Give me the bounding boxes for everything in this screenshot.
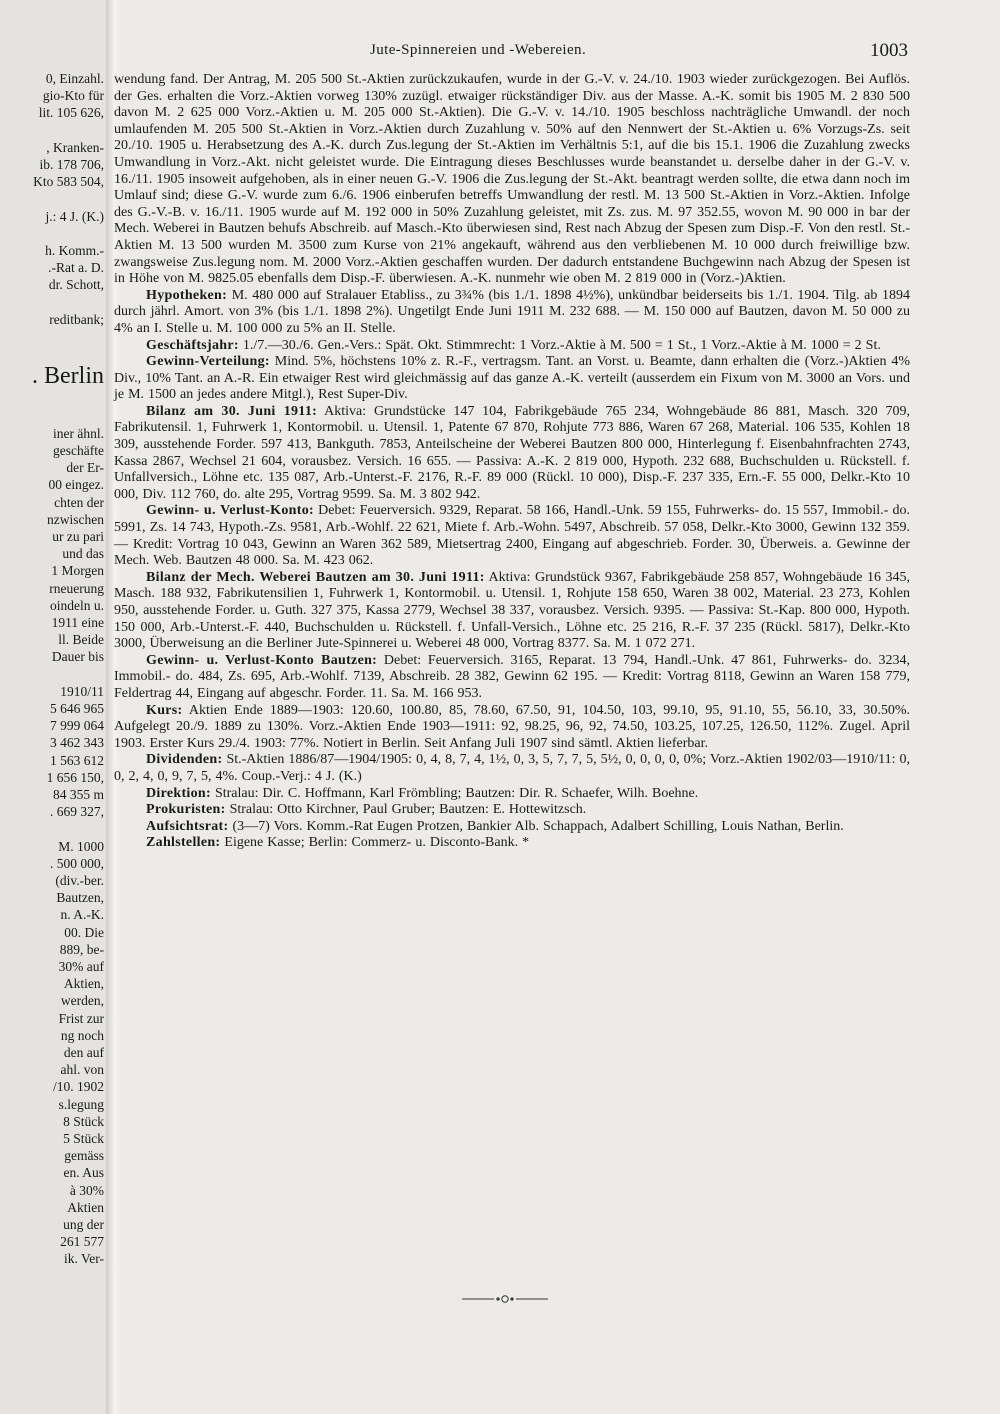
section-paragraph: [114, 802, 910, 819]
left-page-fragment: ib. 178 706,: [39, 157, 104, 172]
section-paragraph: [114, 503, 910, 569]
left-page-fragment: Kto 583 504,: [33, 174, 104, 190]
left-page-fragment: j.: 4 J. (K.): [45, 208, 104, 224]
left-page-fragment: /10. 1902: [52, 1079, 104, 1095]
left-page-fragment: s.legung: [58, 1096, 104, 1112]
left-page-fragment: den auf: [63, 1045, 104, 1060]
running-title: Jute-Spinnereien und -Webereien.: [370, 42, 587, 58]
section-label: Direktion:: [146, 785, 211, 801]
section-text: wendung fand. Der Antrag, M. 205 500 St.-Aktien zurückzukaufen, wurde in der G.-V. v. 24./10. 1903 wieder zurückgezogen. Bei Auflös. der Ges. erhalten die Vorz.-Aktien vorweg 130% zuzügl. etwaiger rückständiger Div. aus der Masse. A.-K. somit bis 1905 M. 2 830 500 davon M. 2 625 000 Vorz.-Aktien u. M. 205 000 St.-Aktien). Die G.-V. v. 14./10. 1905 beschloss nachträgliche Umwandl. der noch umlaufenden M. 205 500 St.-Aktien in Vorz.-Aktien durch Zuzahlung v. 50% auf den Nennwert der St.-Aktien u. 6% Vorzugs-Zs. seit 20./10. 1905 u. Herabsetzung des A.-K. durch Zus.legung der St.-Aktien im Verhältnis 5:1, auf die bis 15.1. 1906 die Zuzahlung zwecks Umwandlung in Vorz.-Akt. nicht geleistet wurde. Die Eintragung dieses Beschlusses wurde beanstandet u. derselbe daher in der G.-V. v. 16./11. 1905 insoweit aufgehoben, als in einer neuen G.-V. 1906 die Zus.legung der St.-Akt. beantragt werden sollte, die etwa dann noch im Umlauf sind; diese G.-V. wurde zum 6./6. 1906 einberufen betreffs Umwandlung der restl. M. 13 500 St.-Aktien in Vorz.-Aktien. Infolge des G.-V.-B. v. 16./11. 1905 wurde auf M. 192 000 in 50% Zuzahlung geleistet, mit Zs. zus. M. 97 352.55, wovon M. 90 000 in bar der Mech. Weberei in Bautzen behufs Abschreib. auf Masch.-Kto überwiesen sind, Rest nach Abzug der Spesen zum Disp.-F. Von den restl. St.-Aktien M. 13 500 wurden M. 3500 zum Kurse von 21% angekauft, während aus den verbliebenen M. 10 000 durch freiwillige bzw. zwangsweise Zus.legung nom. M. 2000 Vorz.-Aktien geschaffen wurden. Der dadurch entstandene Buchgewinn nach Abzug der Spesen ist in Höhe von M. 9825.05 ebenfalls dem Disp.-F. überwiesen. A.-K. nunmehr wie oben M. 2 819 000 in (Vorz.-)Aktien.: [114, 72, 910, 287]
left-page-fragment: Bautzen,: [56, 890, 104, 906]
section-paragraph: [114, 835, 910, 852]
left-page-fragment: lit. 105 626,: [38, 105, 104, 121]
left-page-fragment: 3 462 343: [50, 735, 104, 751]
left-page-fragment: 1 656 150,: [46, 769, 104, 785]
left-page-fragment: 261 577: [60, 1234, 104, 1250]
page-header: [120, 40, 920, 66]
left-page-fragment: ng noch: [60, 1027, 104, 1043]
left-page-fragment: 1910/11: [60, 683, 104, 699]
section-text: Stralau: Dir. C. Hoffmann, Karl Frömbling; Bautzen: Dir. R. Schaefer, Wilh. Boehne.: [214, 785, 699, 801]
left-page-fragment: ahl. von: [60, 1062, 104, 1078]
section-text: Debet: Feuerversich. 3165, Reparat. 13 794, Handl.-Unk. 47 861, Fuhrwerks- do. 3234, Immobil.- do. 484, Zs. 695, Arb.-Wohlf. 7139, Abschreib. 28 382, Gewinn 62 195. — Kredit: Vortrag 8118, Gewinn an Waren 158 779, Feldertrag 44, Eingang auf abgeschr. Forder. 11. Sa. M. 166 953.: [114, 652, 910, 701]
section-text: M. 480 000 auf Stralauer Etabliss., zu 3¾% (bis 1./1. 1898 4½%), unkündbar beiderseits bis 1./1. 1904. Tilg. ab 1894 durch jährl. Amort. von 3% (bis 1./1. 1898 2%). Ungetilgt Ende Juni 1911 M. 232 688. — M. 150 000 auf Bautzen, davon M. 50 000 zu 4% an I. Stelle u. M. 100 000 zu 5% an II. Stelle.: [114, 287, 910, 336]
section-label: Bilanz am 30. Juni 1911:: [146, 403, 318, 419]
section-paragraph: [114, 752, 910, 785]
left-page-fragment: 0, Einzahl.: [45, 71, 104, 86]
section-label: Hypotheken:: [146, 287, 228, 303]
left-page-fragment: . Berlin: [32, 363, 104, 390]
left-page-fragment: . 669 327,: [50, 804, 104, 820]
section-label: Geschäftsjahr:: [146, 337, 239, 353]
left-page-fragment: (div.-ber.: [55, 873, 104, 888]
page-number: 1003: [870, 40, 908, 61]
section-text: St.-Aktien 1886/87—1904/1905: 0, 4, 8, 7, 4, 1½, 0, 3, 5, 7, 7, 5, 5½, 0, 0, 0, 0, 0%; Vorz.-Aktien 1902/03—1910/11: 0, 0, 2, 4, 0, 9, 7, 5, 4%. Coup.-Verj.: 4 J. (K.): [114, 752, 911, 784]
section-label: Zahlstellen:: [146, 835, 221, 851]
left-page-fragment: dr. Schott,: [48, 277, 104, 293]
section-label: Kurs:: [146, 702, 183, 718]
left-page-fragment: 7 999 064: [50, 718, 104, 734]
left-page-fragment: 00 eingez.: [48, 477, 104, 493]
left-page-fragment: reditbank;: [49, 311, 104, 327]
left-page-fragment: chten der: [54, 494, 104, 510]
left-page-fragment: oindeln u.: [50, 597, 104, 613]
left-page-fragment: h. Komm.-: [45, 243, 104, 258]
left-page-fragment: 1 563 612: [50, 752, 104, 768]
left-page-fragment: iner ähnl.: [53, 425, 104, 441]
left-page-fragment: ik. Ver-: [64, 1251, 104, 1267]
left-page-fragment: gemäss: [64, 1148, 104, 1164]
section-label: Aufsichtsrat:: [146, 818, 229, 834]
left-page-fragment: geschäfte: [53, 443, 104, 458]
left-page-fragment: Aktien: [67, 1199, 104, 1215]
left-page-fragment: 8 Stück: [63, 1113, 104, 1129]
left-page-fragment: Frist zur: [58, 1010, 104, 1026]
left-page-fragment: en. Aus: [63, 1165, 104, 1181]
left-page-fragment: nzwischen: [47, 511, 104, 527]
section-label: Prokuristen:: [146, 802, 226, 818]
left-page-strip: [0, 0, 106, 1414]
left-page-fragment: gio-Kto für: [42, 88, 104, 104]
left-page-fragment: 1911 eine: [51, 615, 104, 630]
left-page-fragment: 5 646 965: [50, 701, 104, 716]
left-page-fragment: und das: [62, 546, 104, 562]
left-page-fragment: Aktien,: [63, 976, 104, 992]
left-page-fragment: à 30%: [69, 1182, 104, 1198]
left-page-fragment: ung der: [63, 1217, 104, 1232]
left-page-fragment: 30% auf: [58, 959, 104, 974]
section-paragraph: [114, 653, 910, 703]
section-text: Mind. 5%, höchstens 10% z. R.-F., vertragsm. Tant. an Vorst. u. Beamte, dann erhalten die (Vorz.-)Aktien 4% Div., 10% Tant. an A.-R. Ein etwaiger Rest wird gleichmässig auf das ganze A.-K. verteilt (ausserdem ein Fixum von M. 3000 an Vors. und je M. 1500 an jedes andere Mitgl.), Rest Super-Div.: [114, 354, 910, 403]
left-page-fragment: Dauer bis: [51, 649, 104, 665]
section-paragraph: [114, 404, 910, 504]
left-page-fragment: .-Rat a. D.: [48, 260, 104, 276]
section-paragraph: [114, 72, 910, 288]
left-page-fragment: . 500 000,: [50, 855, 104, 871]
section-text: 1./7.—30./6. Gen.-Vers.: Spät. Okt. Stimmrecht: 1 Vorz.-Aktie à M. 500 = 1 St., 1 Vorz.-Aktie à M. 1000 = 2 St.: [242, 337, 881, 353]
section-text: Stralau: Otto Kirchner, Paul Gruber; Bautzen: E. Hottewitzsch.: [229, 802, 587, 818]
section-text: (3—7) Vors. Komm.-Rat Eugen Protzen, Bankier Alb. Schappach, Adalbert Schilling, Louis Nathan, Berlin.: [232, 818, 844, 834]
section-paragraph: [114, 288, 910, 338]
section-text: Aktiva: Grundstück 9367, Fabrikgebäude 258 857, Wohngebäude 16 345, Masch. 188 932, Fabrikutensilien 1, Fuhrwerk 1, Kontormobil. u. Utensil. 1, Rohjute 158 650, Waren 38 002, Material. 23 273, Kohlen 950, ausstehende Forder. u. Guth. 327 375, Kassa 2779, Wechsel 38 337, vorausbez. Versich. 9395. — Passiva: St.-Kap. 800 000, Hypoth. 150 000, Arb.-Unterst.-F. 440, Buchschulden u. Rückstell. f. Unfall-Versich., Löhne etc. 25 216, R.-F. 37 235 (Rückl. 5817), Delkr.-Kto 3000, Überweisung an die Berliner Jute-Spinnerei u. Weberei 48 000, Vortrag 8377. Sa. M. 1 072 271.: [114, 569, 910, 652]
section-paragraph: [114, 354, 910, 404]
left-page-fragment: rneuerung: [49, 580, 104, 596]
left-page-fragment: , Kranken-: [46, 139, 104, 155]
left-page-fragment: 889, be-: [59, 941, 104, 957]
left-page-fragment: M. 1000: [58, 838, 104, 854]
section-text: Aktien Ende 1889—1903: 120.60, 100.80, 85, 78.60, 67.50, 91, 104.50, 103, 99.10, 95, 91.10, 55, 56.10, 33, 30.50%. Aufgelegt 20./9. 1889 zu 130%. Vorz.-Aktien Ende 1903—1911: 92, 98.25, 96, 92, 74.50, 103.25, 107.25, 126.50, 112%. Zugel. April 1903. Erster Kurs 29./4. 1903: 77%. Notiert in Berlin. Seit Anfang Juli 1907 sind sämtl. Aktien lieferbar.: [114, 702, 911, 751]
section-label: Gewinn- u. Verlust-Konto Bautzen:: [146, 652, 378, 668]
section-paragraph: [114, 703, 910, 753]
left-page-fragment: n. A.-K.: [60, 907, 104, 923]
section-paragraph: [114, 819, 910, 836]
section-text: Debet: Feuerversich. 9329, Reparat. 58 166, Handl.-Unk. 59 155, Fuhrwerks- do. 15 557, Immobil.- do. 5991, Zs. 14 743, Hypoth.-Zs. 9581, Arb.-Wohlf. 22 621, Miete f. Arb.-Wohn. 5497, Abschreib. 57 058, Delkr.-Kto 3000, Gewinn 132 359. — Kredit: Vortrag 10 043, Gewinn an Waren 362 589, Mietsertrag 2400, Eingang auf abgeschrieb. Forder. 30, Überweis. a. Gewinne der Mech. Web. Bautzen 48 000. Sa. M. 423 062.: [114, 503, 910, 569]
section-label: Dividenden:: [146, 752, 223, 768]
left-page-fragment: ll. Beide: [58, 632, 104, 648]
section-paragraph: [114, 570, 910, 653]
section-label: Gewinn-Verteilung:: [146, 354, 270, 370]
ornament-divider-icon: [460, 1292, 550, 1306]
left-page-fragment: ur zu pari: [52, 529, 104, 544]
section-text: Eigene Kasse; Berlin: Commerz- u. Disconto-Bank. *: [224, 835, 530, 851]
article-body: [114, 72, 910, 852]
section-label: Gewinn- u. Verlust-Konto:: [146, 503, 314, 519]
left-page-fragment: 84 355 m: [52, 787, 104, 802]
left-page-fragment: werden,: [60, 993, 104, 1009]
section-text: Aktiva: Grundstücke 147 104, Fabrikgebäude 765 234, Wohngebäude 86 881, Masch. 320 709, Fabrikutensil. 1, Fuhrwerk 1, Kontormobil. u. Utensil. 1, Patente 67 870, Rohjute 773 886, Waren 67 268, Material. 106 535, Kohlen 18 309, ausstehende Forder. 597 413, Bankguth. 7853, Anteilscheine der Weberei Bautzen 800 000, Hinterlegung f. Eisenbahnfrachten 2743, Kassa 2867, Wechsel 21 604, vorausbez. Versich. 16 655. — Passiva: A.-K. 2 819 000, Hypoth. 232 688, Buchschulden u. Rückstell. f. Unfallversich., Löhne etc. 135 087, Arb.-Unterst.-F. 2176, R.-F. 89 000 (Rückl. 10 000), Disp.-F. 237 335, Ern.-F. 55 000, Delkr.-Kto 10 000, Div. 112 760, do. alte 295, Vortrag 9599. Sa. M. 3 802 942.: [114, 403, 910, 502]
section-paragraph: [114, 786, 910, 803]
left-page-fragment: der Er-: [66, 460, 104, 476]
left-page-fragment: 00. Die: [64, 924, 104, 940]
section-label: Bilanz der Mech. Weberei Bautzen am 30. Juni 1911:: [146, 569, 485, 585]
section-paragraph: [114, 338, 910, 355]
left-page-fragment: 1 Morgen: [51, 563, 104, 579]
left-page-fragment: 5 Stück: [63, 1131, 104, 1146]
